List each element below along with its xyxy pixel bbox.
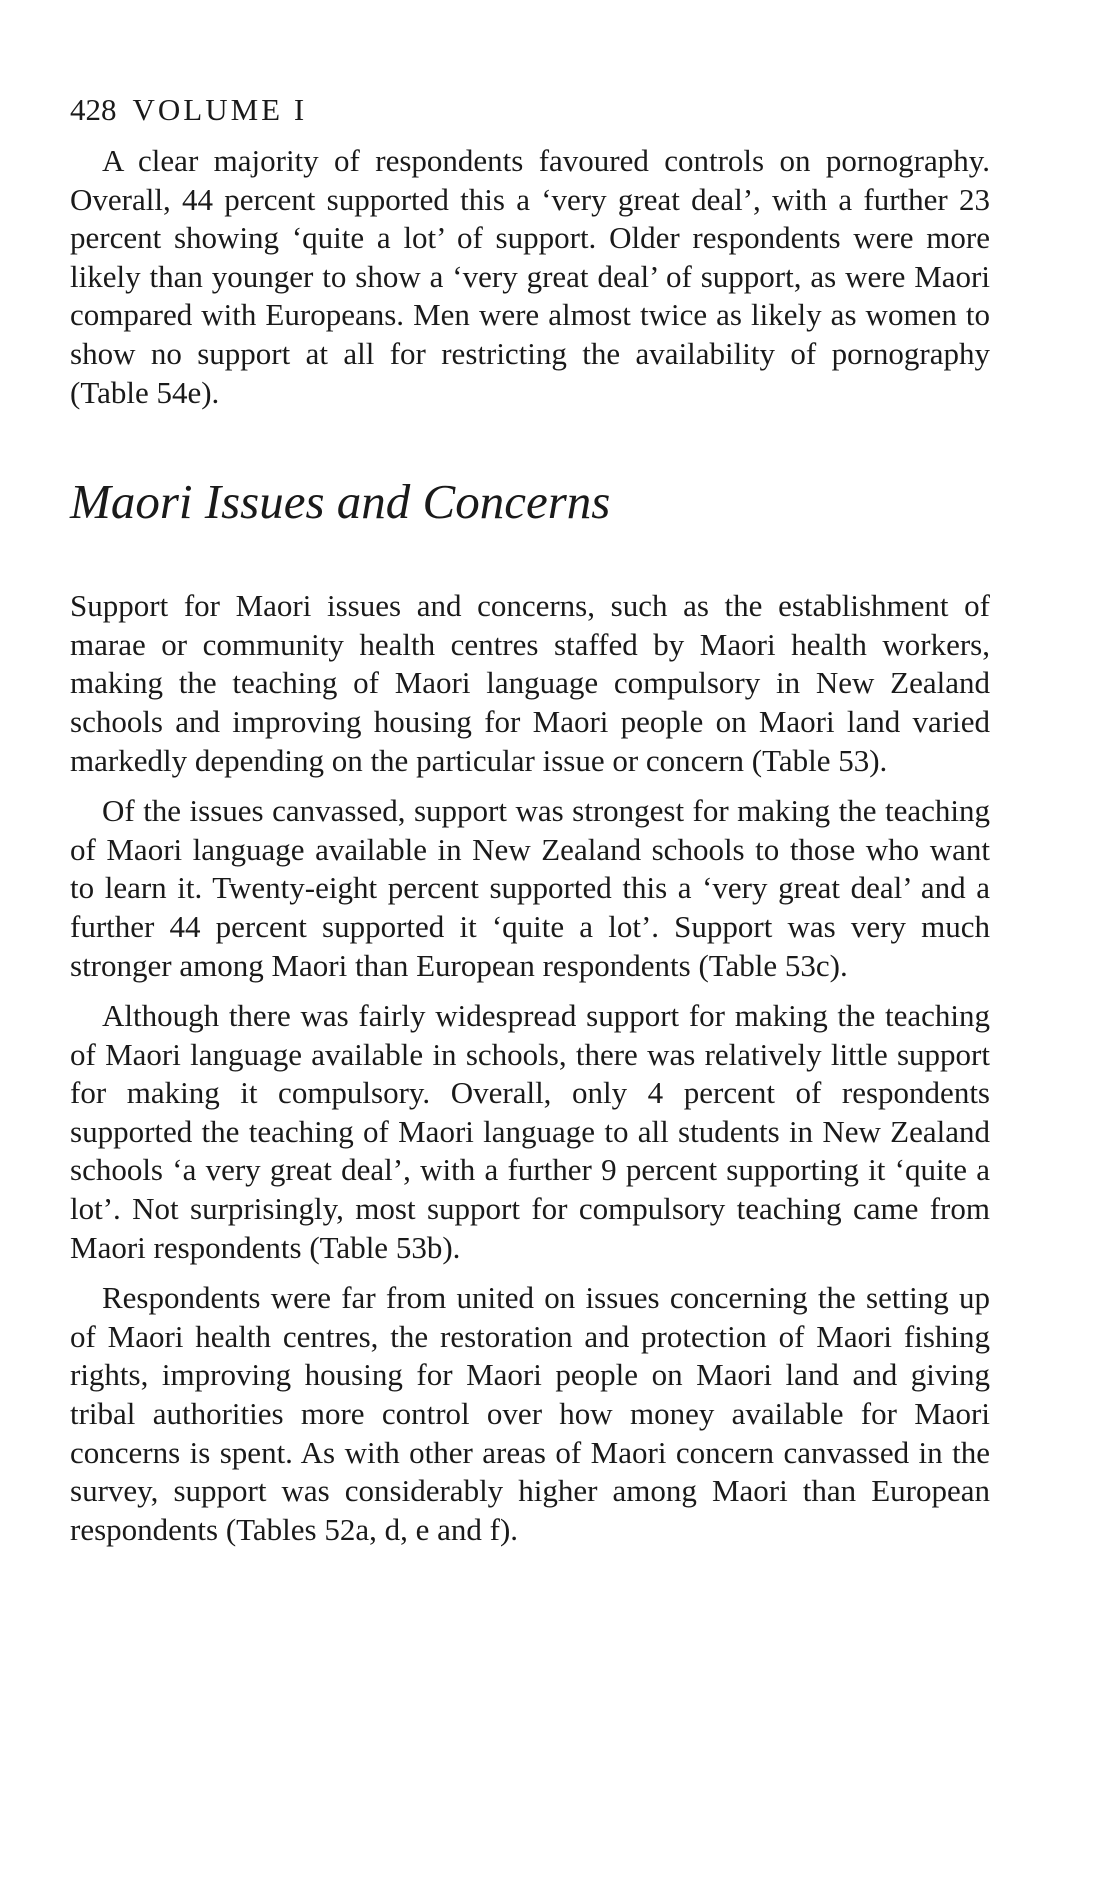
section-body bbox=[70, 587, 990, 1549]
volume-label: VOLUME I bbox=[132, 92, 308, 127]
page-number: 428 bbox=[70, 92, 117, 127]
section-paragraph-3: Although there was fairly widespread support for making the teaching of Maori language available in schools, there was relatively little support for making it compulsory. Overall, only 4 percent of respondents supported the teaching of Maori language to all students in New Zealand schools ‘a very great deal’, with a further 9 percent supporting it ‘quite a lot’. Not surprisingly, most support for compulsory teaching came from Maori respondents (Table 53b). bbox=[70, 998, 990, 1265]
running-head bbox=[70, 90, 990, 130]
book-page bbox=[70, 90, 990, 1549]
section-paragraph-2: Of the issues canvassed, support was strongest for making the teaching of Maori language available in New Zealand schools to those who want to learn it. Twenty-eight percent supported this a ‘very great deal’ and a further 44 percent supported it ‘quite a lot’. Support was very much stronger among Maori than European respondents (Table 53c). bbox=[70, 793, 990, 983]
section-paragraph-1: Support for Maori issues and concerns, such as the establishment of marae or community health centres staffed by Maori health workers, making the teaching of Maori language compulsory in New Zealand schools and improving housing for Maori people on Maori land varied markedly depending on the particular issue or concern (Table 53). bbox=[70, 588, 990, 778]
section-heading: Maori Issues and Concerns bbox=[70, 474, 611, 530]
intro-paragraph: A clear majority of respondents favoured controls on pornography. Overall, 44 percent supported this a ‘very great deal’, with a further 23 percent showing ‘quite a lot’ of support. Older respondents were more likely than younger to show a ‘very great deal’ of support, as were Maori compared with Europeans. Men were almost twice as likely as women to show no support at all for restricting the availability of pornography (Table 54e). bbox=[70, 143, 990, 410]
section-paragraph-4: Respondents were far from united on issues concerning the setting up of Maori health centres, the restoration and protection of Maori fishing rights, improving housing for Maori people on Maori land and giving tribal authorities more control over how money available for Maori concerns is spent. As with other areas of Maori concern canvassed in the survey, support was considerably higher among Maori than European respondents (Tables 52a, d, e and f). bbox=[70, 1280, 990, 1547]
